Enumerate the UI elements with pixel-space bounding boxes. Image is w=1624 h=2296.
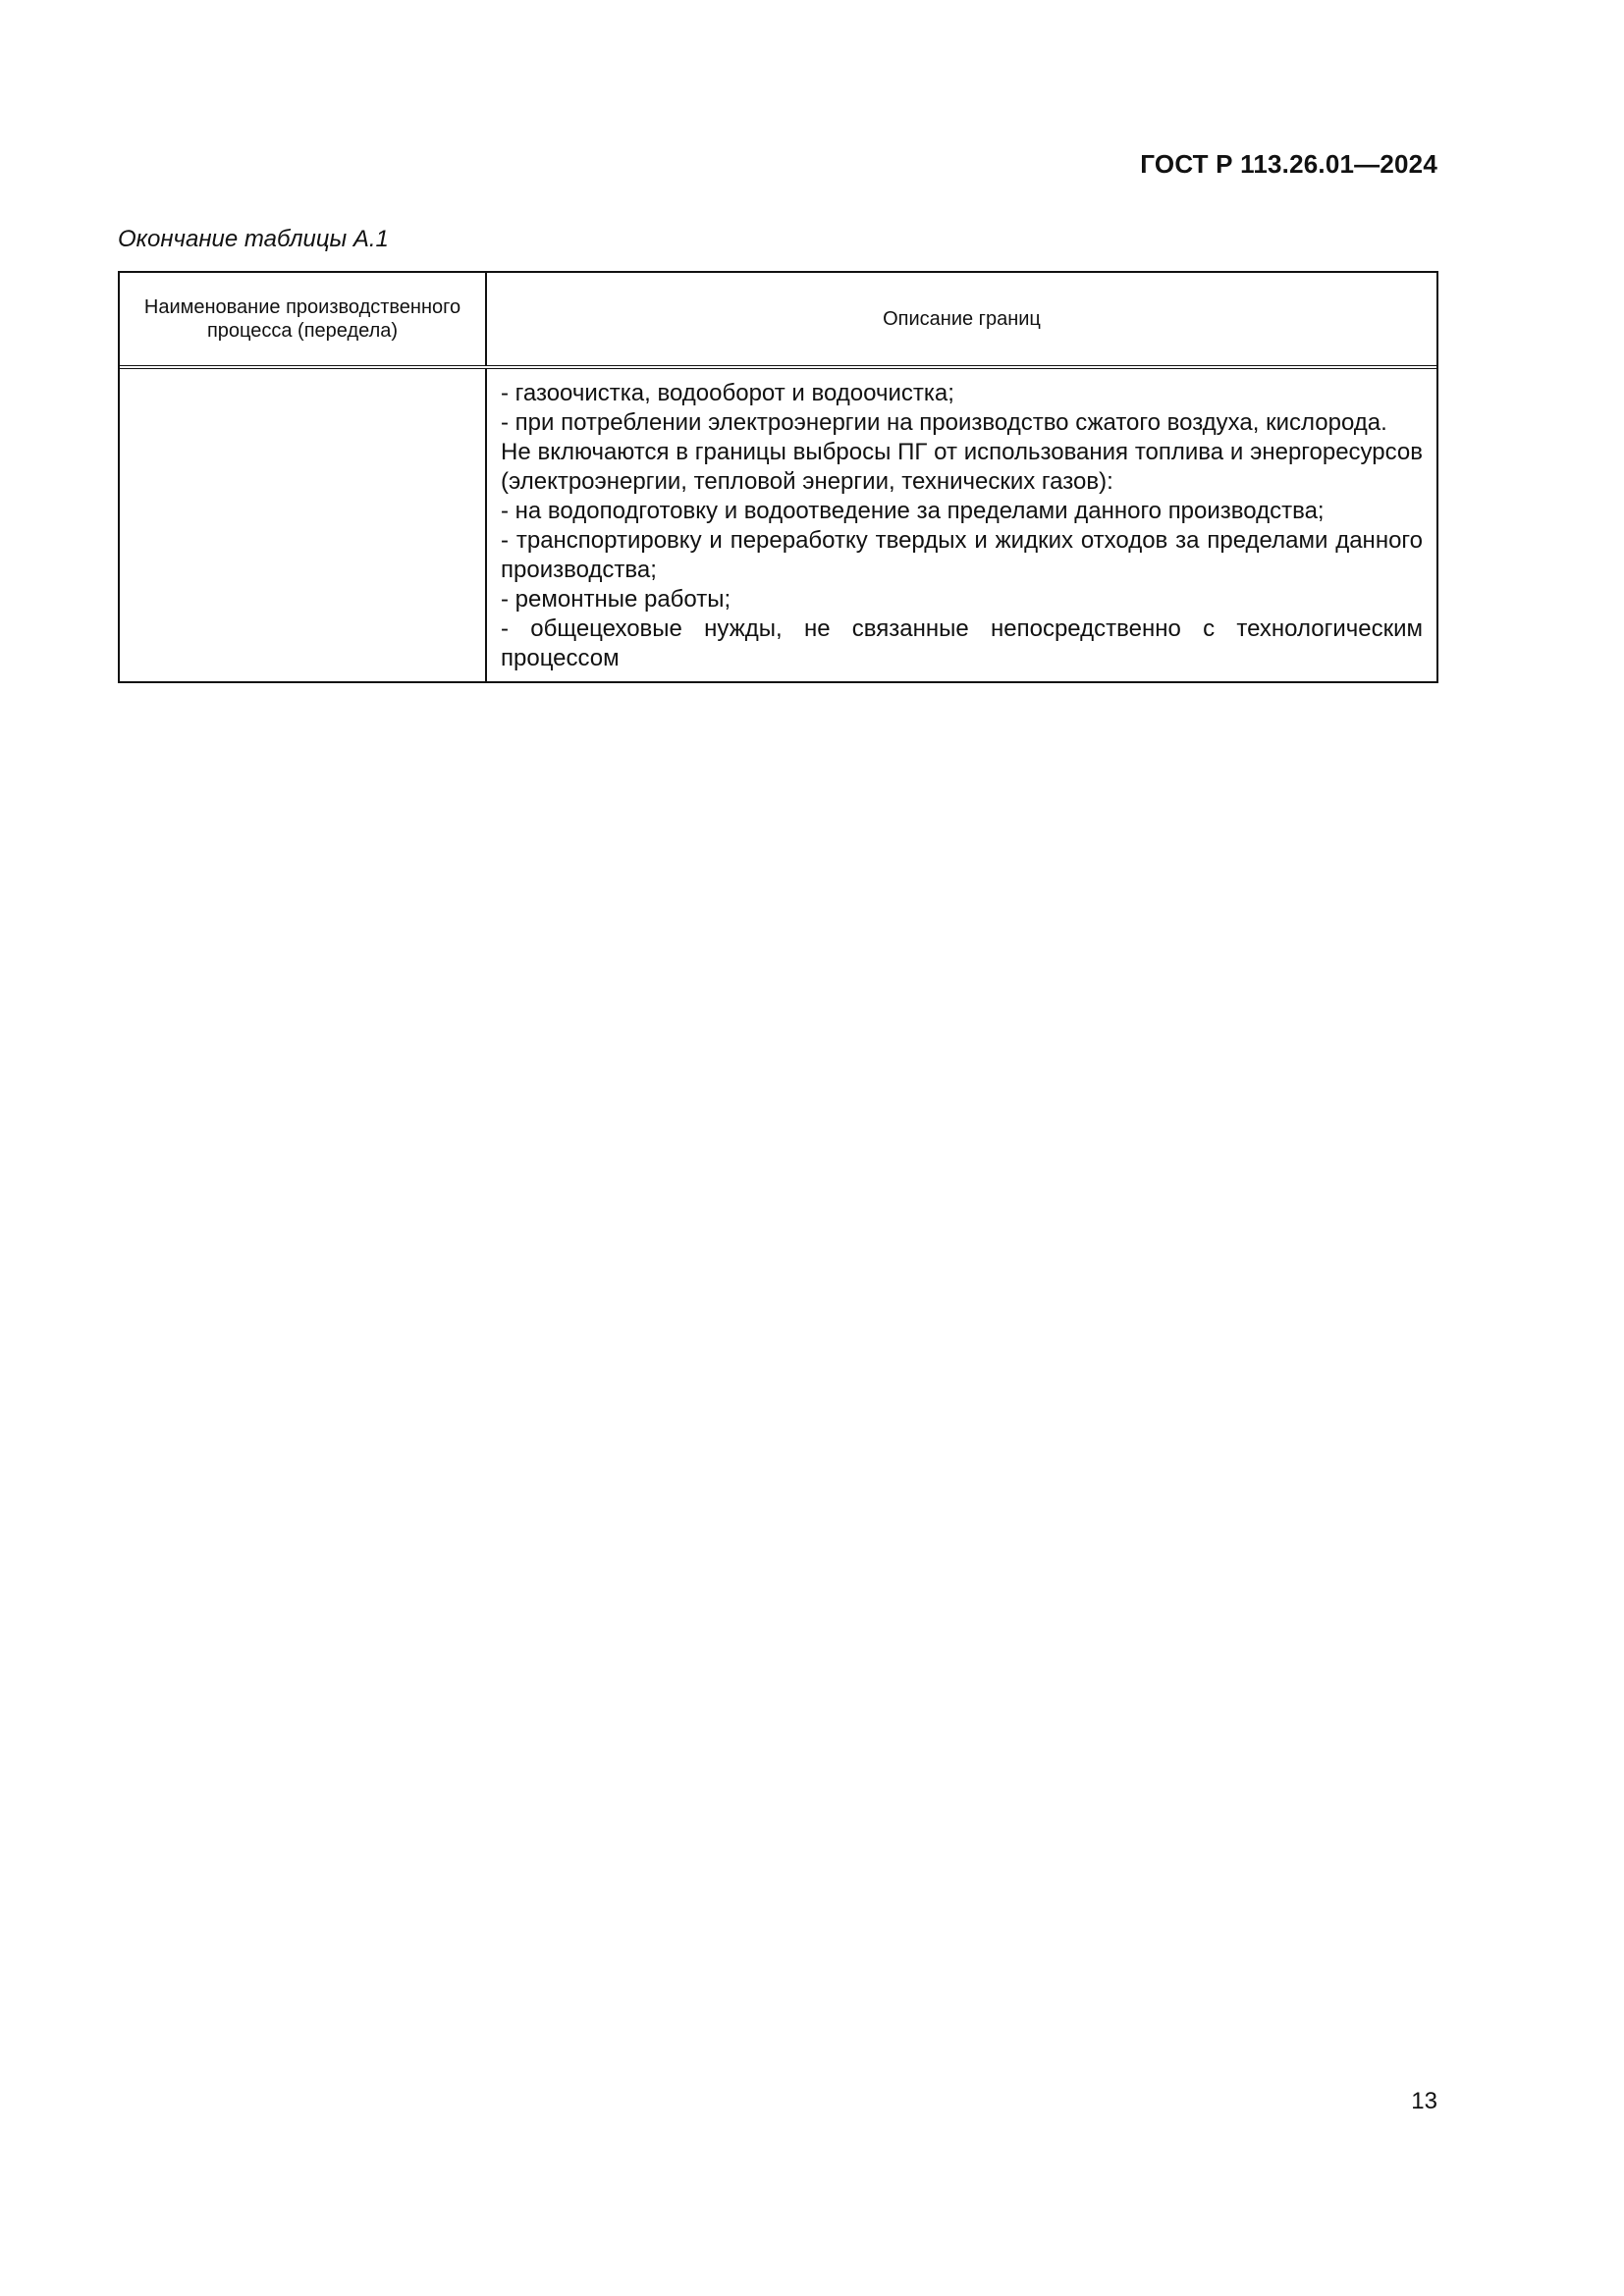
description-line: - ремонтные работы;: [501, 586, 731, 613]
description-line: - общецеховые нужды, не связанные непосредственно с технологическим процессом: [501, 615, 1423, 671]
description-line: Не включаются в границы выбросы ПГ от использования топлива и энергоресурсов (электроэнергии, тепловой энергии, технических газов):: [501, 439, 1423, 495]
column-header-description: Описание границ: [486, 273, 1436, 367]
table-header-row: [120, 273, 1436, 367]
description-line: - при потреблении электроэнергии на производство сжатого воздуха, кислорода.: [501, 409, 1387, 436]
description-cell: [486, 367, 1436, 681]
boundaries-table: [118, 271, 1438, 683]
description-line: - газоочистка, водооборот и водоочистка;: [501, 380, 954, 406]
document-code: ГОСТ Р 113.26.01—2024: [1140, 149, 1437, 179]
column-header-process: Наименование производственного процесса (передела): [120, 273, 486, 367]
table-caption: Окончание таблицы А.1: [118, 226, 389, 252]
process-cell: [120, 367, 486, 681]
table-row: [120, 367, 1436, 681]
description-line: - транспортировку и переработку твердых и жидких отходов за пределами данного производства;: [501, 527, 1423, 583]
description-line: - на водоподготовку и водоотведение за пределами данного производства;: [501, 498, 1325, 524]
page-number: 13: [1411, 2088, 1437, 2114]
